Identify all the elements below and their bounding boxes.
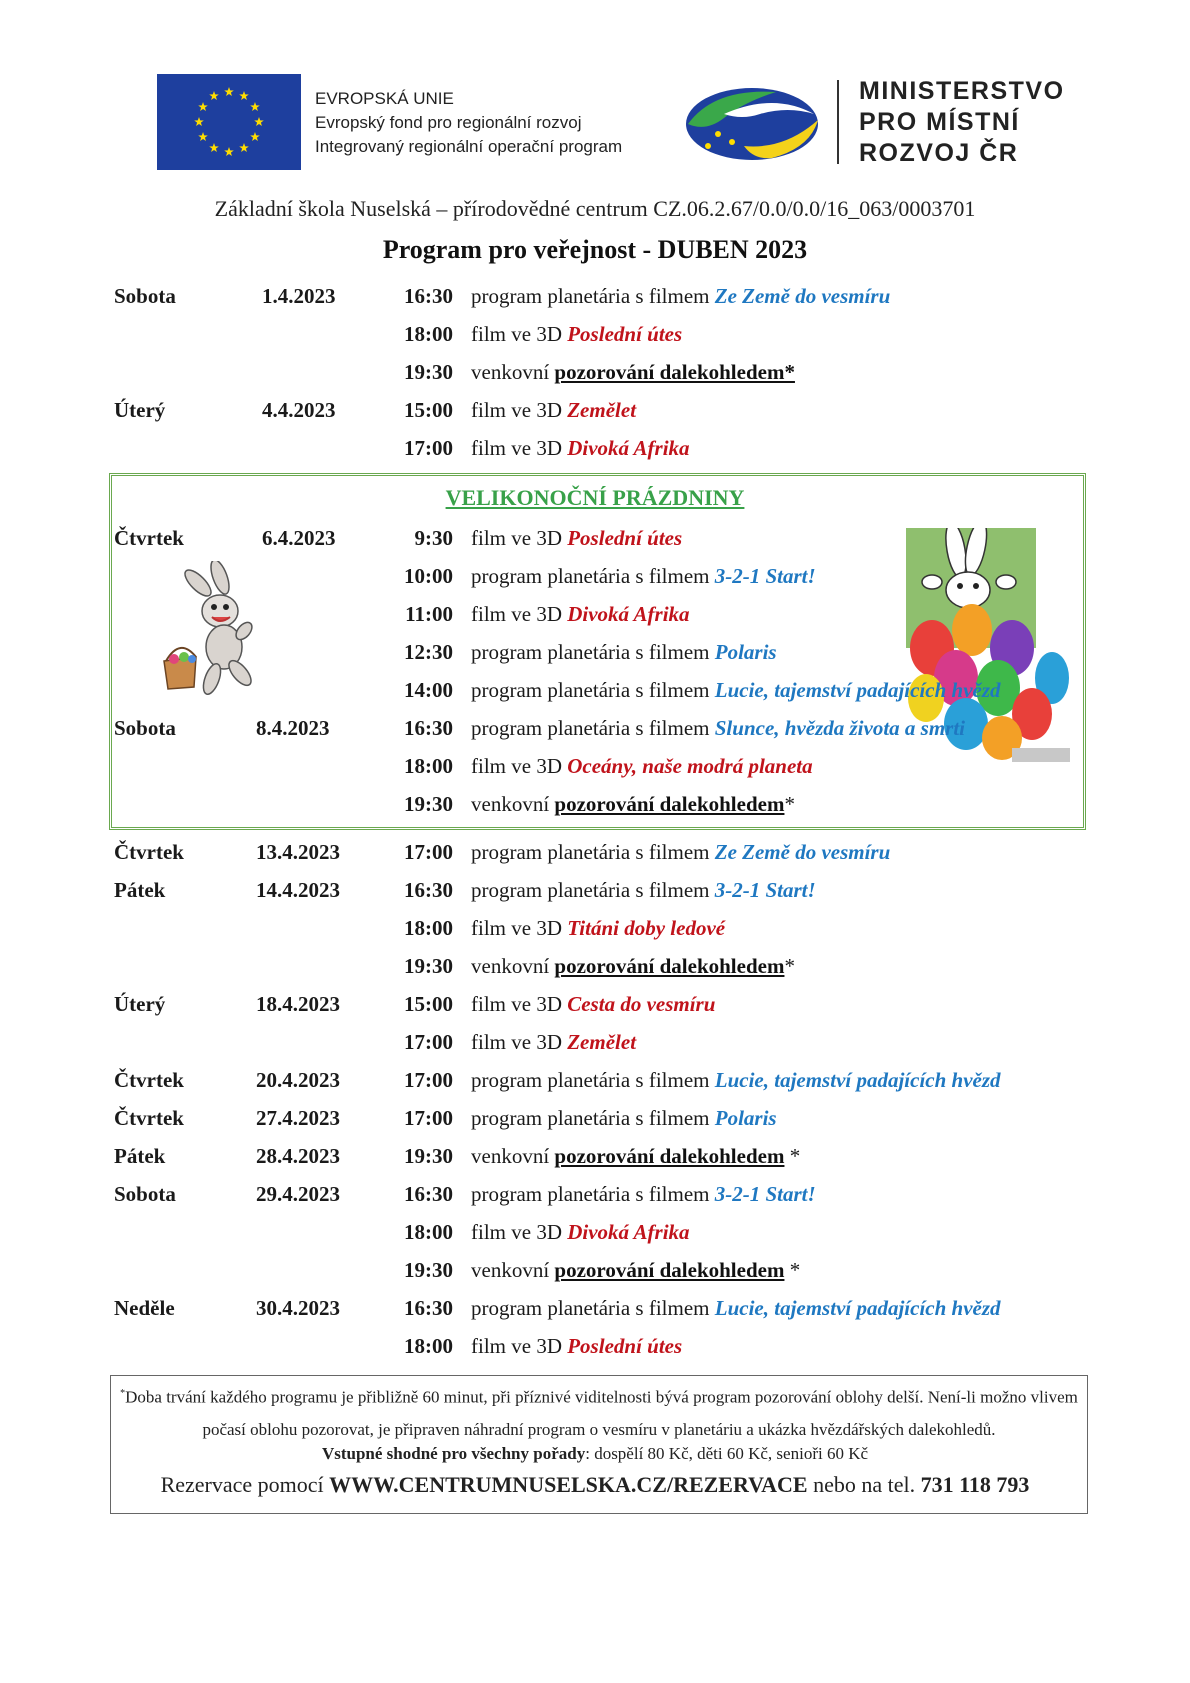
row-description xyxy=(471,1101,777,1135)
row-description xyxy=(471,949,795,983)
row-time: 18:00 xyxy=(404,754,453,778)
footer-reservation xyxy=(0,1472,1190,1498)
row-day: Úterý xyxy=(114,992,166,1016)
row-prefix: program planetária s filmem xyxy=(471,284,715,308)
row-description xyxy=(471,635,777,669)
film-title: Divoká Afrika xyxy=(567,1220,690,1244)
row-day: Čtvrtek xyxy=(114,526,184,550)
schedule-row xyxy=(0,835,1190,869)
row-time: 18:00 xyxy=(404,916,453,940)
row-date: 4.4.2023 xyxy=(262,398,336,422)
row-suffix: * xyxy=(784,792,795,816)
schedule-row xyxy=(0,873,1190,907)
row-date: 13.4.2023 xyxy=(256,840,340,864)
row-prefix: program planetária s filmem xyxy=(471,878,715,902)
film-title: Slunce, hvězda života a smrti xyxy=(714,716,966,740)
schedule-row xyxy=(0,1101,1190,1135)
row-time: 14:00 xyxy=(404,678,453,702)
row-description xyxy=(471,1177,816,1211)
row-time: 16:30 xyxy=(404,284,453,308)
film-title: 3-2-1 Start! xyxy=(714,1182,816,1206)
eu-flag-logo xyxy=(157,74,301,170)
mmr-line-1: MINISTERSTVO xyxy=(859,77,1065,105)
row-prefix: film ve 3D xyxy=(471,526,568,550)
film-title: Titáni doby ledové xyxy=(567,916,726,940)
schedule-row xyxy=(0,1139,1190,1173)
row-description xyxy=(471,279,890,313)
film-title: Zemělet xyxy=(567,398,637,422)
eu-line-1: EVROPSKÁ UNIE xyxy=(315,89,454,108)
row-time: 16:30 xyxy=(404,1296,453,1320)
film-title: Cesta do vesmíru xyxy=(567,992,716,1016)
film-title: Poslední útes xyxy=(567,322,683,346)
schedule-row xyxy=(0,279,1190,313)
observation-title: pozorování dalekohledem xyxy=(554,792,785,816)
schedule-row xyxy=(0,1063,1190,1097)
film-title: Lucie, tajemství padajících hvězd xyxy=(714,678,1001,702)
footer-note-mark: * xyxy=(120,1388,126,1399)
row-day: Sobota xyxy=(114,1182,176,1206)
row-day: Pátek xyxy=(114,1144,166,1168)
reserve-prefix: Rezervace pomocí xyxy=(160,1472,330,1497)
schedule-row xyxy=(0,1329,1190,1363)
row-time: 9:30 xyxy=(414,526,453,550)
row-prefix: venkovní xyxy=(471,1258,555,1282)
eu-text-block xyxy=(315,87,622,159)
row-time: 15:00 xyxy=(404,992,453,1016)
row-prefix: program planetária s filmem xyxy=(471,1296,715,1320)
schedule-row xyxy=(0,673,1190,707)
schedule-row xyxy=(0,949,1190,983)
film-title: Lucie, tajemství padajících hvězd xyxy=(714,1068,1001,1092)
row-time: 17:00 xyxy=(404,840,453,864)
film-title: Divoká Afrika xyxy=(567,436,690,460)
film-title: 3-2-1 Start! xyxy=(714,564,816,588)
row-day: Sobota xyxy=(114,716,176,740)
row-prefix: program planetária s filmem xyxy=(471,678,715,702)
schedule-row xyxy=(0,559,1190,593)
row-description xyxy=(471,393,636,427)
prices-value: : dospělí 80 Kč, děti 60 Kč, senioři 60 Kč xyxy=(585,1444,869,1463)
observation-title: pozorování dalekohledem xyxy=(554,1258,785,1282)
row-prefix: film ve 3D xyxy=(471,992,568,1016)
row-time: 12:30 xyxy=(404,640,453,664)
row-day: Neděle xyxy=(114,1296,175,1320)
row-time: 19:30 xyxy=(404,360,453,384)
row-description xyxy=(471,873,816,907)
film-title: Poslední útes xyxy=(567,1334,683,1358)
project-subtitle: Základní škola Nuselská – přírodovědné centrum CZ.06.2.67/0.0/0.0/16_063/0003701 xyxy=(214,196,976,221)
film-title: Polaris xyxy=(714,640,777,664)
mmr-logo xyxy=(684,84,820,164)
row-description xyxy=(471,431,690,465)
row-date: 1.4.2023 xyxy=(262,284,336,308)
row-prefix: program planetária s filmem xyxy=(471,1068,715,1092)
row-description xyxy=(471,1025,636,1059)
row-date: 20.4.2023 xyxy=(256,1068,340,1092)
row-description xyxy=(471,1253,800,1287)
row-description xyxy=(471,1063,1001,1097)
prices-label: Vstupné shodné pro všechny pořady xyxy=(321,1444,586,1463)
row-description xyxy=(471,1139,800,1173)
row-description xyxy=(471,355,795,389)
film-title: 3-2-1 Start! xyxy=(714,878,816,902)
row-day: Čtvrtek xyxy=(114,1106,184,1130)
observation-title: pozorování dalekohledem* xyxy=(554,360,795,384)
row-prefix: film ve 3D xyxy=(471,916,568,940)
row-time: 16:30 xyxy=(404,1182,453,1206)
row-prefix: film ve 3D xyxy=(471,602,568,626)
schedule-row xyxy=(0,787,1190,821)
row-prefix: film ve 3D xyxy=(471,754,568,778)
row-date: 27.4.2023 xyxy=(256,1106,340,1130)
row-day: Čtvrtek xyxy=(114,840,184,864)
row-description xyxy=(471,835,890,869)
row-prefix: film ve 3D xyxy=(471,1030,568,1054)
schedule-row xyxy=(0,431,1190,465)
row-time: 18:00 xyxy=(404,322,453,346)
row-prefix: film ve 3D xyxy=(471,1334,568,1358)
footer-note xyxy=(114,1378,1084,1446)
row-prefix: venkovní xyxy=(471,792,555,816)
schedule-row xyxy=(0,393,1190,427)
footer-prices xyxy=(0,1444,1190,1464)
row-date: 29.4.2023 xyxy=(256,1182,340,1206)
row-date: 18.4.2023 xyxy=(256,992,340,1016)
observation-title: pozorování dalekohledem xyxy=(554,1144,785,1168)
row-description xyxy=(471,987,715,1021)
row-prefix: venkovní xyxy=(471,1144,555,1168)
row-prefix: film ve 3D xyxy=(471,1220,568,1244)
row-date: 30.4.2023 xyxy=(256,1296,340,1320)
film-title: Oceány, naše modrá planeta xyxy=(567,754,813,778)
row-suffix: * xyxy=(784,954,795,978)
row-time: 11:00 xyxy=(405,602,453,626)
row-time: 17:00 xyxy=(404,1106,453,1130)
row-time: 18:00 xyxy=(404,1220,453,1244)
reserve-mid: nebo na tel. xyxy=(807,1472,921,1497)
reserve-phone[interactable]: 731 118 793 xyxy=(920,1472,1030,1497)
row-date: 28.4.2023 xyxy=(256,1144,340,1168)
film-title: Ze Země do vesmíru xyxy=(714,840,891,864)
row-time: 18:00 xyxy=(404,1334,453,1358)
row-suffix: * xyxy=(784,1144,801,1168)
eu-line-3: Integrovaný regionální operační program xyxy=(315,137,623,156)
mmr-line-2: PRO MÍSTNÍ xyxy=(859,108,1020,136)
row-time: 16:30 xyxy=(404,716,453,740)
row-time: 15:00 xyxy=(404,398,453,422)
row-prefix: program planetária s filmem xyxy=(471,1182,715,1206)
row-description xyxy=(471,787,795,821)
row-description xyxy=(471,1215,690,1249)
schedule-row xyxy=(0,635,1190,669)
schedule-row xyxy=(0,355,1190,389)
schedule-row xyxy=(0,597,1190,631)
row-day: Čtvrtek xyxy=(114,1068,184,1092)
row-description xyxy=(471,317,682,351)
film-title: Divoká Afrika xyxy=(567,602,690,626)
row-time: 17:00 xyxy=(404,1068,453,1092)
mmr-text-block xyxy=(859,76,1065,169)
schedule-row xyxy=(0,1177,1190,1211)
row-description xyxy=(471,1329,682,1363)
row-suffix: * xyxy=(784,1258,801,1282)
observation-title: pozorování dalekohledem xyxy=(554,954,785,978)
mmr-divider xyxy=(837,80,839,164)
film-title: Polaris xyxy=(714,1106,777,1130)
row-description xyxy=(471,521,682,555)
row-prefix: film ve 3D xyxy=(471,322,568,346)
row-date: 8.4.2023 xyxy=(256,716,330,740)
row-time: 17:00 xyxy=(404,1030,453,1054)
row-time: 19:30 xyxy=(404,1258,453,1282)
row-description xyxy=(471,597,690,631)
schedule-row xyxy=(0,521,1190,555)
row-day: Sobota xyxy=(114,284,176,308)
schedule-row xyxy=(0,1291,1190,1325)
film-title: Poslední útes xyxy=(567,526,683,550)
row-description xyxy=(471,1291,1001,1325)
reserve-url[interactable]: WWW.CENTRUMNUSELSKA.CZ/REZERVACE xyxy=(329,1472,808,1497)
row-prefix: venkovní xyxy=(471,954,555,978)
row-prefix: program planetária s filmem xyxy=(471,564,715,588)
row-prefix: film ve 3D xyxy=(471,398,568,422)
film-title: Lucie, tajemství padajících hvězd xyxy=(714,1296,1001,1320)
holiday-title: VELIKONOČNÍ PRÁZDNINY xyxy=(445,485,745,510)
row-prefix: venkovní xyxy=(471,360,555,384)
schedule-row xyxy=(0,987,1190,1021)
eu-line-2: Evropský fond pro regionální rozvoj xyxy=(315,113,582,132)
row-time: 16:30 xyxy=(404,878,453,902)
footer-note-text: Doba trvání každého programu je přibližně 60 minut, při příznivé viditelnosti bývá program pozorování oblohy delší. Není-li možno vlivem počasí oblohu pozorovat, je připraven náhradní program o vesmíru v planetáriu a ukázka hvězdářských dalekohledů. xyxy=(125,1387,1078,1439)
row-prefix: program planetária s filmem xyxy=(471,840,715,864)
schedule-row xyxy=(0,711,1190,745)
row-date: 14.4.2023 xyxy=(256,878,340,902)
row-prefix: film ve 3D xyxy=(471,436,568,460)
mmr-line-3: ROZVOJ ČR xyxy=(859,139,1019,167)
schedule-row xyxy=(0,911,1190,945)
row-day: Úterý xyxy=(114,398,166,422)
row-time: 17:00 xyxy=(404,436,453,460)
schedule-row xyxy=(0,1215,1190,1249)
row-description xyxy=(471,749,813,783)
row-description xyxy=(471,559,816,593)
schedule-row xyxy=(0,749,1190,783)
row-time: 19:30 xyxy=(404,792,453,816)
row-day: Pátek xyxy=(114,878,166,902)
row-time: 10:00 xyxy=(404,564,453,588)
page-title: Program pro veřejnost - DUBEN 2023 xyxy=(382,235,808,264)
row-prefix: program planetária s filmem xyxy=(471,1106,715,1130)
row-time: 19:30 xyxy=(404,1144,453,1168)
schedule-row xyxy=(0,317,1190,351)
row-prefix: program planetária s filmem xyxy=(471,716,715,740)
row-prefix: program planetária s filmem xyxy=(471,640,715,664)
film-title: Ze Země do vesmíru xyxy=(714,284,891,308)
schedule-row xyxy=(0,1025,1190,1059)
row-description xyxy=(471,711,965,745)
row-description xyxy=(471,911,725,945)
schedule-row xyxy=(0,1253,1190,1287)
film-title: Zemělet xyxy=(567,1030,637,1054)
row-description xyxy=(471,673,1001,707)
row-date: 6.4.2023 xyxy=(262,526,336,550)
row-time: 19:30 xyxy=(404,954,453,978)
